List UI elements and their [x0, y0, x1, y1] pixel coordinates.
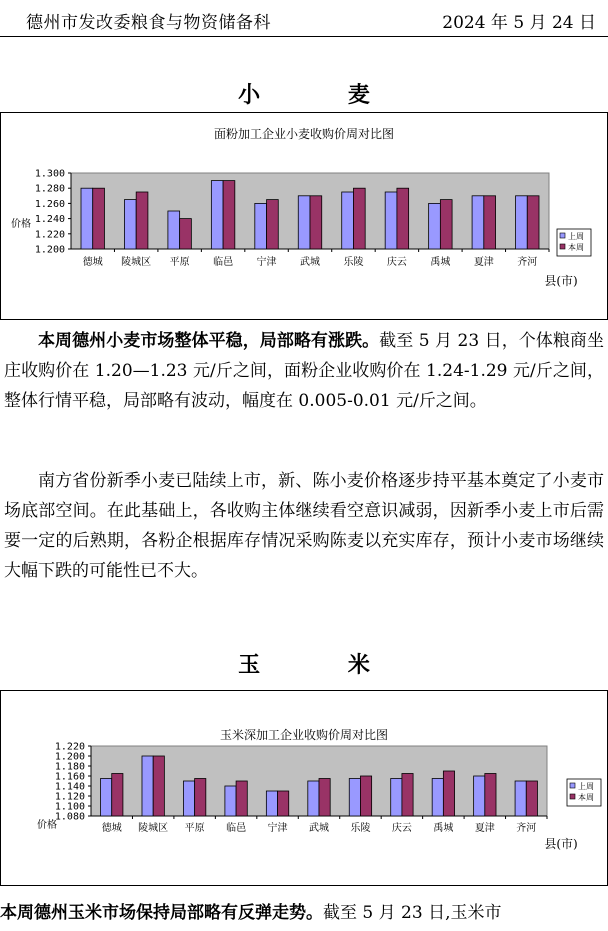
y-tick-label: 1.100 [54, 801, 85, 813]
bar-last-week [349, 779, 360, 817]
page-header [0, 0, 608, 37]
y-tick-label: 1.200 [54, 751, 85, 763]
legend-label: 本周 [568, 243, 584, 252]
bar-this-week [223, 181, 235, 249]
bar-last-week [124, 200, 136, 249]
bar-this-week [397, 188, 409, 249]
y-tick-label: 1.160 [54, 771, 85, 783]
chart-legend [567, 779, 601, 806]
category-label: 德城 [101, 823, 122, 834]
legend-swatch [560, 244, 565, 249]
wheat-section-title: 小 麦 [238, 82, 410, 108]
y-tick-label: 1.220 [34, 229, 65, 241]
bar-this-week [360, 776, 371, 816]
bar-last-week [225, 786, 236, 816]
category-label: 庆云 [391, 823, 412, 834]
bar-this-week [136, 192, 148, 249]
category-label: 禹城 [433, 823, 454, 834]
category-label: 平原 [169, 257, 190, 268]
chart-legend [557, 229, 591, 256]
y-tick-label: 1.300 [34, 168, 65, 180]
legend-label: 本周 [578, 793, 594, 802]
bar-this-week [112, 774, 123, 817]
category-label: 齐河 [517, 257, 538, 268]
bar-this-week [485, 774, 496, 817]
chart-title: 面粉加工企业小麦收购价周对比图 [213, 127, 395, 141]
chart-title: 玉米深加工企业收购价周对比图 [219, 728, 389, 742]
bar-this-week [180, 219, 192, 249]
bar-last-week [142, 756, 153, 816]
y-tick-label: 1.220 [54, 741, 85, 753]
bar-last-week [342, 192, 354, 249]
category-label: 乐陵 [343, 257, 364, 268]
header-date: 2024 年 5 月 24 日 [442, 13, 596, 33]
corn-chart [0, 690, 608, 886]
wheat-paragraph-1 [4, 326, 604, 416]
bar-last-week [432, 779, 443, 817]
y-tick-label: 1.120 [54, 791, 85, 803]
bar-this-week [153, 756, 164, 816]
bar-this-week [267, 200, 279, 249]
bar-this-week [278, 791, 289, 816]
legend-swatch [570, 794, 575, 799]
x-axis-label: 县(市) [544, 837, 578, 851]
y-tick-label: 1.280 [34, 183, 65, 195]
bar-this-week [236, 781, 247, 816]
bar-last-week [266, 791, 277, 816]
wheat-paragraph-2: 南方省份新季小麦已陆续上市，新、陈小麦价格逐步持平基本奠定了小麦市场底部空间。在此基础上，各收购主体继续看空意识减弱，因新季小麦上市后需要一定的后熟期，各粉企根据库存情况采购陈麦以充实库存，预计小麦市场继续大幅下跌的可能性已不大。 [4, 471, 604, 581]
bar-last-week [255, 203, 267, 249]
bar-this-week [443, 771, 454, 816]
bar-this-week [527, 196, 539, 249]
category-label: 陵城区 [138, 823, 169, 834]
category-label: 陵城区 [121, 257, 152, 268]
corn-section-title: 玉 米 [238, 652, 410, 678]
legend-label: 上周 [568, 232, 584, 241]
category-label: 平原 [184, 823, 205, 834]
bar-last-week [429, 203, 441, 249]
category-label: 乐陵 [350, 823, 371, 834]
bar-last-week [516, 196, 528, 249]
category-label: 临邑 [226, 823, 247, 834]
y-tick-label: 1.140 [54, 781, 85, 793]
bar-last-week [101, 779, 112, 817]
category-label: 武城 [309, 823, 329, 834]
y-tick-label: 1.180 [54, 761, 85, 773]
wheat-lead-text: 本周德州小麦市场整体平稳，局部略有涨跌。 [38, 331, 380, 351]
bar-last-week [81, 188, 93, 249]
bar-last-week [385, 192, 397, 249]
y-tick-label: 1.260 [34, 198, 65, 210]
bar-last-week [308, 781, 319, 816]
bar-last-week [211, 181, 223, 249]
bar-last-week [168, 211, 180, 249]
category-label: 夏津 [473, 257, 494, 268]
bar-this-week [440, 200, 452, 249]
corn-body-text: 截至 5 月 23 日,玉米市 [323, 903, 502, 923]
category-label: 武城 [300, 257, 320, 268]
bar-last-week [515, 781, 526, 816]
category-label: 德城 [82, 257, 103, 268]
wheat-chart [0, 112, 608, 320]
bar-last-week [472, 196, 484, 249]
corn-lead-text: 本周德州玉米市场保持局部略有反弹走势。 [0, 903, 323, 923]
bar-last-week [474, 776, 485, 816]
category-label: 庆云 [386, 257, 407, 268]
legend-swatch [560, 233, 565, 238]
wheat-body-text: 截至 5 月 23 日，个体粮商坐庄收购价在 1.20—1.23 元/斤之间，面粉企业收购价在 1.24-1.29 元/斤之间，整体行情平稳，局部略有波动，幅度在 0.005-0.01 元/斤之间。 [4, 331, 604, 411]
category-label: 临邑 [213, 257, 234, 268]
corn-chart-svg [1, 691, 607, 885]
y-tick-label: 1.080 [54, 811, 85, 823]
category-label: 宁津 [267, 823, 288, 834]
header-org: 德州市发改委粮食与物资储备科 [26, 13, 271, 33]
wheat-chart-svg [1, 113, 607, 319]
corn-paragraph-1 [0, 898, 600, 928]
category-label: 宁津 [256, 257, 277, 268]
category-label: 禹城 [430, 257, 451, 268]
bar-this-week [319, 779, 330, 817]
y-tick-label: 1.200 [34, 244, 65, 256]
bar-last-week [183, 781, 194, 816]
y-axis-label: 价格 [37, 820, 57, 831]
bar-last-week [298, 196, 310, 249]
legend-swatch [570, 783, 575, 788]
bar-this-week [484, 196, 496, 249]
x-axis-label: 县(市) [544, 274, 578, 288]
legend-label: 上周 [578, 782, 594, 791]
bar-this-week [353, 188, 365, 249]
bar-this-week [402, 774, 413, 817]
bar-this-week [93, 188, 105, 249]
y-tick-label: 1.240 [34, 214, 65, 226]
bar-last-week [391, 779, 402, 817]
bar-this-week [526, 781, 537, 816]
category-label: 夏津 [474, 823, 495, 834]
bar-this-week [195, 779, 206, 817]
y-axis-label: 价格 [11, 219, 31, 230]
bar-this-week [310, 196, 322, 249]
category-label: 齐河 [516, 823, 537, 834]
